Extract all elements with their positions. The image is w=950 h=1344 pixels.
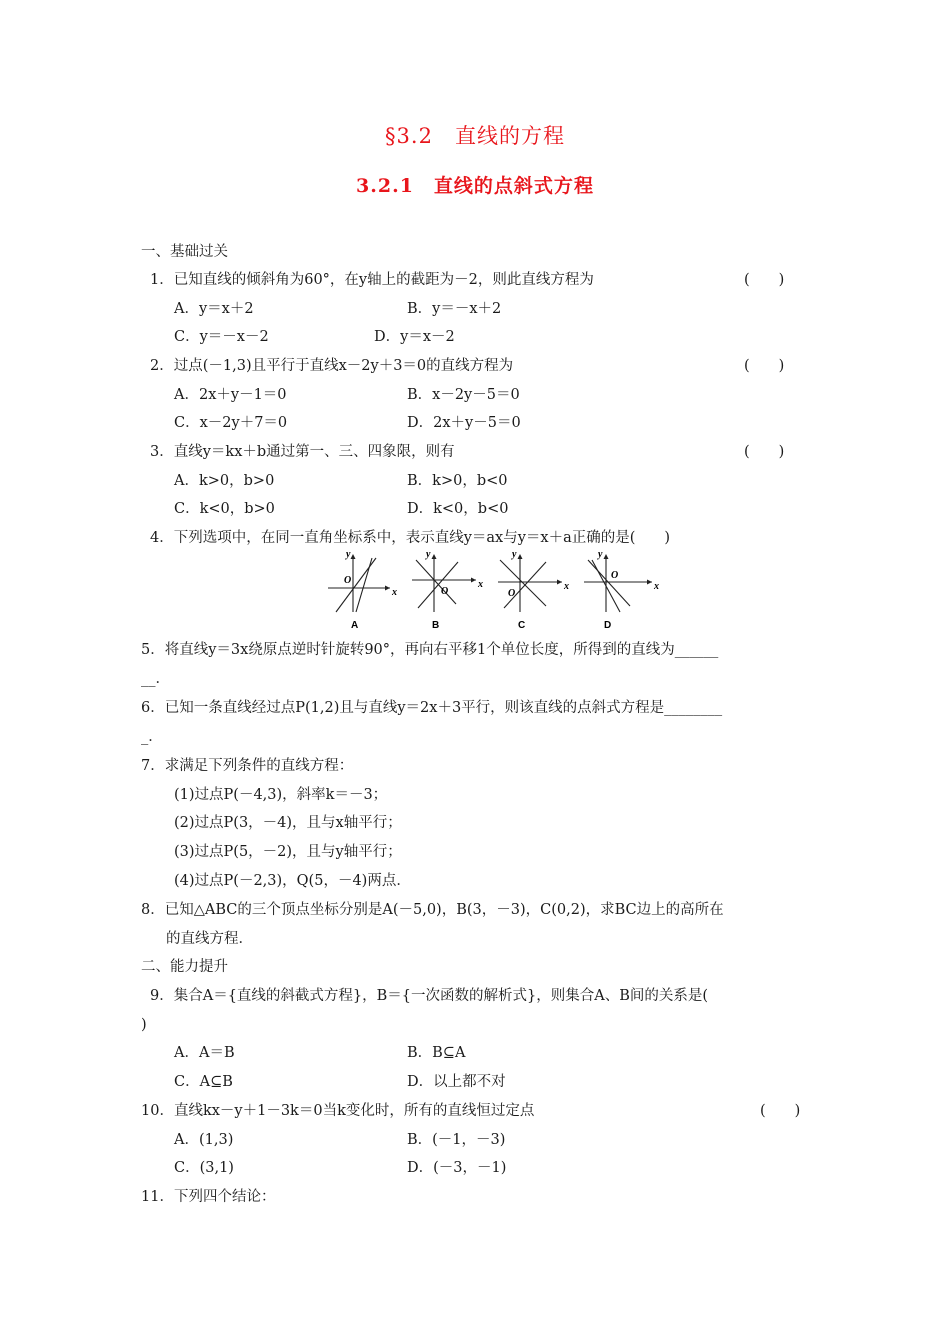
q3-option-b: B．k>0，b<0	[407, 473, 508, 489]
q9-option-c: C．A⊆B	[174, 1074, 233, 1090]
q1-stem: 1．已知直线的倾斜角为60°，在y轴上的截距为－2，则此直线方程为	[150, 272, 594, 288]
q11-stem: 11．下列四个结论：	[141, 1189, 276, 1205]
origin-label: O	[508, 588, 516, 599]
q1-answer-bracket: ( )	[744, 272, 785, 288]
axis-y-label: y	[346, 549, 351, 560]
panel-caption-c: C	[518, 620, 526, 631]
graph-panel-a	[328, 549, 397, 631]
q7-sub1: (1)过点P(－4,3)，斜率k＝－3；	[174, 787, 388, 803]
origin-label: O	[441, 586, 449, 597]
graph-panel-d	[584, 549, 659, 631]
q4-stem: 4．下列选项中，在同一直角坐标系中，表示直线y＝ax与y＝x＋a正确的是( )	[150, 530, 671, 546]
graph-panel-b	[412, 549, 483, 631]
origin-label: O	[344, 575, 352, 586]
panel-caption-d: D	[604, 620, 612, 631]
axis-x-label: x	[654, 581, 659, 592]
q10-answer-bracket: ( )	[760, 1103, 801, 1119]
q2-option-d: D．2x＋y－5＝0	[407, 415, 521, 431]
q9-option-a: A．A＝B	[174, 1045, 235, 1061]
q5-line2: __．	[141, 671, 170, 687]
q2-option-b: B．x－2y－5＝0	[407, 387, 520, 403]
q9-option-d: D．以上都不对	[407, 1074, 506, 1090]
axis-y-label: y	[598, 549, 603, 560]
q1-option-c: C．y＝－x－2	[174, 329, 269, 345]
section-title: §3.2 直线的方程	[385, 124, 565, 148]
q3-answer-bracket: ( )	[744, 444, 785, 460]
q10-option-a: A．(1,3)	[174, 1132, 234, 1148]
axis-y-label: y	[512, 549, 517, 560]
part-basic-heading: 一、基础过关	[141, 244, 228, 260]
q2-stem: 2．过点(－1,3)且平行于直线x－2y＋3＝0的直线方程为	[150, 358, 514, 374]
q1-option-a: A．y＝x＋2	[174, 301, 254, 317]
graph-panel-c	[498, 549, 569, 631]
q10-option-b: B．(－1，－3)	[407, 1132, 506, 1148]
axis-x-label: x	[478, 579, 483, 590]
axis-y-label: y	[426, 549, 431, 560]
q6-line2: _．	[141, 729, 163, 745]
q10-option-d: D．(－3，－1)	[407, 1160, 507, 1176]
q2-answer-bracket: ( )	[744, 358, 785, 374]
q6-line1: 6．已知一条直线经过点P(1,2)且与直线y＝2x＋3平行，则该直线的点斜式方程是________	[141, 700, 723, 716]
q5-line1: 5．将直线y＝3x绕原点逆时针旋转90°，再向右平移1个单位长度，所得到的直线为______	[141, 642, 719, 658]
subsection-title: 3.2.1 直线的点斜式方程	[356, 175, 594, 197]
part-advanced-heading: 二、能力提升	[141, 959, 228, 975]
axis-x-label: x	[564, 581, 569, 592]
q3-option-c: C．k<0，b>0	[174, 501, 275, 517]
q7-sub2: (2)过点P(3，－4)，且与x轴平行；	[174, 815, 402, 831]
q7-stem: 7．求满足下列条件的直线方程：	[141, 758, 354, 774]
origin-label: O	[611, 570, 619, 581]
q3-option-d: D．k<0，b<0	[407, 501, 509, 517]
q2-option-c: C．x－2y＋7＝0	[174, 415, 288, 431]
q1-option-d: D．y＝x－2	[374, 329, 455, 345]
panel-caption-a: A	[351, 620, 359, 631]
q9-line1: 9．集合A＝{直线的斜截式方程}，B＝{一次函数的解析式}，则集合A、B间的关系是(	[150, 988, 709, 1004]
q3-stem: 3．直线y＝kx＋b通过第一、三、四象限，则有	[150, 444, 455, 460]
q3-option-a: A．k>0，b>0	[174, 473, 275, 489]
q9-line2: )	[141, 1017, 147, 1033]
q8-line2: 的直线方程．	[166, 931, 253, 947]
q7-sub4: (4)过点P(－2,3)，Q(5，－4)两点．	[174, 873, 411, 889]
q8-line1: 8．已知△ABC的三个顶点坐标分别是A(－5,0)，B(3，－3)，C(0,2)，求BC边上的高所在	[141, 902, 724, 918]
q10-option-c: C．(3,1)	[174, 1160, 234, 1176]
q4-figure	[326, 548, 660, 634]
q2-option-a: A．2x＋y－1＝0	[174, 387, 287, 403]
panel-caption-b: B	[432, 620, 440, 631]
axis-x-label: x	[392, 587, 397, 598]
q1-option-b: B．y＝－x＋2	[407, 301, 502, 317]
q7-sub3: (3)过点P(5，－2)，且与y轴平行；	[174, 844, 402, 860]
q9-option-b: B．B⊆A	[407, 1045, 466, 1061]
q10-stem: 10．直线kx－y＋1－3k＝0当k变化时，所有的直线恒过定点	[141, 1103, 535, 1119]
